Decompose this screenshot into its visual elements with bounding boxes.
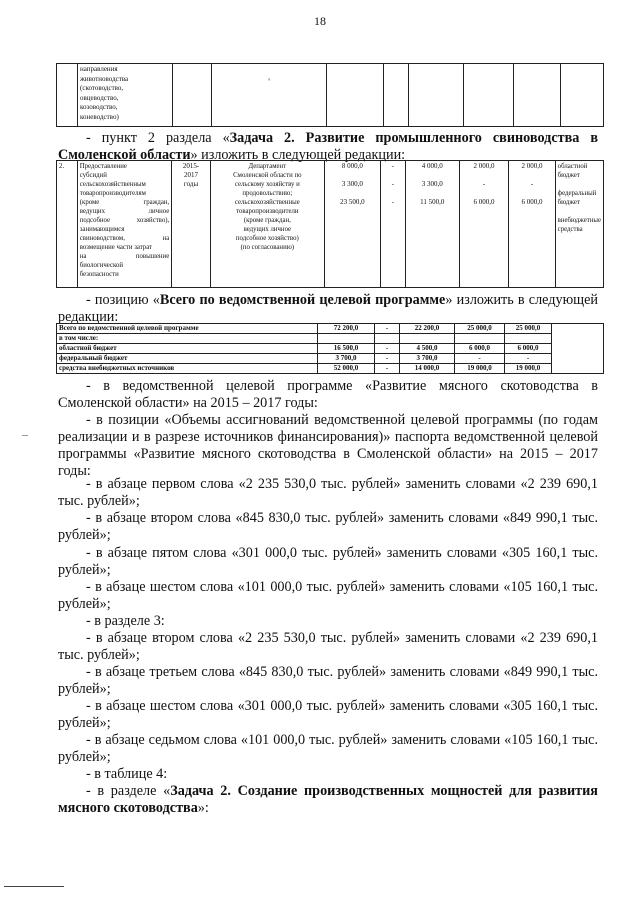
value: 2 000,0 [473,162,495,170]
paragraph-7: - в разделе 3: [86,613,165,629]
cell-y2016 [405,161,459,288]
value: 8 000,0 [341,162,363,170]
cell-y2018: 19 000,0 [505,364,552,374]
cell-line: животноводства [80,74,129,83]
cell-y2018 [505,334,552,344]
paragraph-6: - в абзаце шестом слова «101 000,0 тыс. рублей» заменить словами «105 160,1 тыс. рублей»; [58,579,598,612]
value: 4 000,0 [421,162,443,170]
value: 6 000,0 [473,198,495,206]
cell-total [324,161,380,288]
text-bold: Всего по ведомственной целевой программе [159,292,446,308]
text-prefix: - в разделе « [86,783,171,799]
cell-line: годы [183,180,199,188]
cell-line: 2017 [184,171,199,179]
value: федеральный бюджет [557,190,597,206]
cell-y2015 [381,161,406,288]
text-suffix: »: [197,800,209,816]
table-row [57,334,604,344]
cell-y2016: 3 700,0 [400,354,455,364]
cell-line: товаропроизводители [236,208,299,215]
margin-mark [22,435,28,436]
cell-line: подсобное хозяйство) [235,235,299,242]
cell-label: Всего по ведомственной целевой программе [57,324,318,334]
cell-line: товаропроизводителям [79,190,146,197]
cell-y2017: - [455,354,505,364]
footer-rule [4,886,64,887]
cell-line: субсидий [79,172,107,179]
paragraph-8: - в абзаце втором слова «2 235 530,0 тыс. рублей» заменить словами «2 239 690,1 тыс. рублей»; [58,630,598,663]
cell-y2018: - [505,354,552,364]
cell-number: 2. [57,161,78,288]
cell-line: сельскохозяйственным [79,181,146,188]
cell-line: свиноводством, на [79,235,170,242]
value: - [530,180,534,188]
cell-y2017 [455,334,505,344]
cell-line: (кроме граждан, [243,217,291,224]
table-continuation [56,63,604,127]
cell-line: Предоставление [79,163,127,170]
table-cell-direction [78,64,173,127]
page-number: 18 [314,14,326,28]
cell-y2015: - [375,344,400,354]
paragraph-13 [58,783,598,817]
cell-period [172,161,211,288]
table-row [57,364,604,374]
value: 2 000,0 [521,162,543,170]
value: 6 000,0 [521,198,543,206]
table-row [57,354,604,364]
text-prefix: - позицию « [86,292,160,308]
cell-line: направления [80,65,118,73]
cell-line: безопасности [79,271,119,278]
paragraph-3: - в абзаце первом слова «2 235 530,0 тыс. рублей» заменить словами «2 239 690,1 тыс. рублей»; [58,476,598,509]
cell-line: Смоленской области по [233,172,302,179]
cell-total: 72 200,0 [318,324,375,334]
cell-y2016 [400,334,455,344]
table-cell-y2 [409,64,464,127]
cell-y2016: 4 500,0 [400,344,455,354]
cell-total [318,334,375,344]
cell-y2017: 25 000,0 [455,324,505,334]
table-row [57,344,604,354]
cell-label: федеральный бюджет [57,354,318,364]
cell-line: овцеводство, [80,93,119,102]
cell-y2017 [459,161,508,288]
table-task2 [56,160,604,288]
paragraph-total-intro [58,292,598,326]
cell-total: 3 700,0 [318,354,375,364]
value: - [391,198,394,206]
cell-line: биологической [79,262,123,269]
tick-mark: ' [268,77,270,87]
paragraph-4: - в абзаце втором слова «845 830,0 тыс. рублей» заменить словами «849 990,1 тыс. рублей»; [58,510,598,543]
cell-line: занимающимся [79,226,125,233]
paragraph-5: - в абзаце пятом слова «301 000,0 тыс. рублей» заменить словами «305 160,1 тыс. рублей»; [58,545,598,578]
table-cell-total [327,64,384,127]
cell-y2017: 19 000,0 [455,364,505,374]
cell-y2015: - [375,364,400,374]
cell-line: сельскому хозяйству и [234,181,300,188]
cell-line: Департамент [248,163,287,170]
value: 23 500,0 [340,198,365,206]
table-totals [56,323,604,374]
cell-line: сельскохозяйственные [234,199,300,206]
paragraph-9: - в абзаце третьем слова «845 830,0 тыс. рублей» заменить словами «849 990,1 тыс. рублей»; [58,664,598,697]
cell-y2018: 6 000,0 [505,344,552,354]
cell-line: ведущих личное [79,208,170,215]
table-cell-period [173,64,212,127]
table-cell-source [561,64,604,127]
text-prefix: - пункт 2 раздела « [86,130,230,146]
value: - [391,180,394,188]
cell-line: (скотоводство, [80,84,124,92]
cell-y2018 [509,161,555,288]
cell-y2016: 22 200,0 [400,324,455,334]
text-bold: Задача 2. Создание производственных мощностей для развития мясного скотоводства [58,783,598,816]
cell-y2017: 6 000,0 [455,344,505,354]
cell-label: в том числе: [57,334,318,344]
cell-line: продовольствию; [242,190,293,197]
value: 11 500,0 [420,198,445,206]
table-cell-num [57,64,78,127]
table-cell-y1 [384,64,409,127]
text-suffix: » изложить в следующей редакции: [58,292,598,325]
cell-executor [210,161,324,288]
cell-line: коневодство) [80,112,119,121]
value: 3 300,0 [421,180,443,188]
cell-source [555,161,603,288]
paragraph-10: - в абзаце шестом слова «301 000,0 тыс. рублей» заменить словами «305 160,1 тыс. рублей»; [58,698,598,731]
cell-label: средства внебюджетных источников [57,364,318,374]
cell-y2015: - [375,354,400,364]
cell-measure [77,161,171,288]
cell-y2015 [375,334,400,344]
cell-label: областной бюджет [57,344,318,354]
cell-line: ведущих личное [243,226,292,233]
cell-line: 2015- [182,162,200,170]
cell-y2015: - [375,324,400,334]
cell-y2018: 25 000,0 [505,324,552,334]
paragraph-2: - в позиции «Объемы ассигнований ведомственной целевой программы (по годам реализации и в разрезе источников финансирования)» паспорта ведомственной целевой программы «Развитие мясного скотоводства в Смоленской области» на 2015 – 2017 годы: [58,412,598,479]
value: внебюджетные средства [557,217,601,233]
table-cell-y3 [464,64,514,127]
paragraph-12: - в таблице 4: [86,766,168,782]
cell-total: 16 500,0 [318,344,375,354]
value: областной бюджет [557,163,588,179]
value: - [391,162,394,170]
paragraph-11: - в абзаце седьмом слова «101 000,0 тыс. рублей» заменить словами «105 160,1 тыс. рублей»; [58,732,598,765]
cell-y2016: 14 000,0 [400,364,455,374]
cell-line: подсобное хозяйство), [79,217,170,224]
cell-line: (кроме граждан, [79,199,170,206]
cell-line: козоводство, [80,103,118,111]
paragraph-1: - в ведомственной целевой программе «Развитие мясного скотоводства в Смоленской области» на 2015 – 2017 годы: [58,378,598,411]
cell-total: 52 000,0 [318,364,375,374]
text-suffix: » изложить в следующей редакции: [190,147,406,163]
cell-line: возмещение части затрат [79,244,153,251]
cell-source [552,324,604,374]
text-bold: Задача 2. Развитие промышленного свиноводства в Смоленской области [58,130,598,163]
paragraph-task2-intro [58,130,598,164]
table-cell-executor [212,64,327,127]
table-row [57,324,604,334]
value: 3 300,0 [341,180,363,188]
value: - [482,180,486,188]
cell-line: на повышение [79,253,170,260]
cell-line: (по согласованию) [240,244,295,251]
table-cell-y4 [514,64,561,127]
